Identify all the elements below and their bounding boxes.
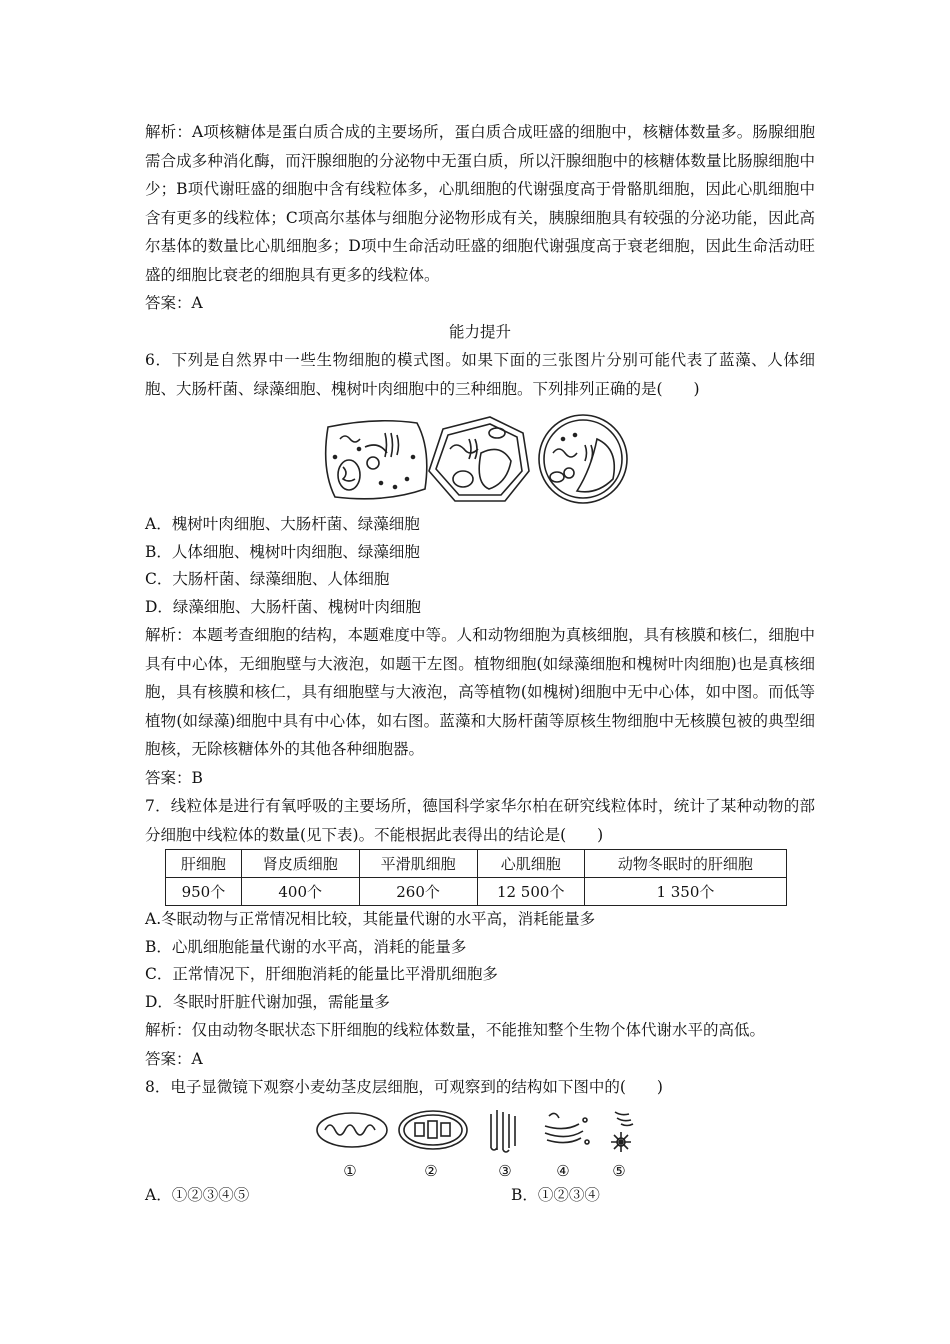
table-header-cell: 肾皮质细胞 <box>241 850 359 878</box>
cell-diagrams-figure <box>145 409 815 509</box>
analysis-q6: 解析：本题考查细胞的结构，本题难度中等。人和动物细胞为真核细胞，具有核膜和核仁，细胞中具有中心体，无细胞壁与大液泡，如题干左图。植物细胞(如绿藻细胞和槐树叶肉细胞)也是真核细胞，具有核膜和核仁，具有细胞壁与大液泡，高等植物(如槐树)细胞中无中心体，如中图。而低等植物(如绿藻)细胞中具有中心体，如右图。蓝藻和大肠杆菌等原核生物细胞中无核膜包被的典型细胞核，无除核糖体外的其他各种细胞器。 <box>145 626 815 758</box>
answer-q7: 答案：A <box>145 1049 203 1068</box>
table-header-cell: 肝细胞 <box>166 850 242 878</box>
q6-option-d: D．绿藻细胞、大肠杆菌、槐树叶肉细胞 <box>145 597 421 616</box>
label-2: ② <box>424 1161 438 1180</box>
question-6: 6．下列是自然界中一些生物细胞的模式图。如果下面的三张图片分别可能代表了蓝藻、人体细胞、大肠杆菌、绿藻细胞、槐树叶肉细胞中的三种细胞。下列排列正确的是( ) <box>145 351 815 398</box>
table-cell: 400个 <box>241 878 359 906</box>
analysis-q7: 解析：仅由动物冬眠状态下肝细胞的线粒体数量，不能推知整个生物个体代谢水平的高低。 <box>145 1021 766 1039</box>
golgi-diagram <box>545 1113 589 1144</box>
label-1: ① <box>343 1161 357 1180</box>
q7-option-c: C．正常情况下，肝细胞消耗的能量比平滑肌细胞多 <box>145 965 498 983</box>
table-row <box>166 878 787 906</box>
q7-option-d: D．冬眠时肝脏代谢加强，需能量多 <box>145 992 390 1011</box>
section-title: 能力提升 <box>448 322 511 341</box>
table-cell: 12 500个 <box>477 878 584 906</box>
centrosome-diagram <box>611 1112 633 1152</box>
table-cell: 950个 <box>166 878 242 906</box>
table-cell: 260个 <box>359 878 477 906</box>
q8-option-a: A．①②③④⑤ <box>145 1185 250 1204</box>
answer-q6: 答案：B <box>145 768 203 787</box>
table-cell: 1 350个 <box>584 878 786 906</box>
plant-cell-diagram <box>429 417 529 501</box>
chloroplast-diagram <box>399 1111 467 1149</box>
q6-option-c: C．大肠杆菌、绿藻细胞、人体细胞 <box>145 570 390 588</box>
table-header-row <box>166 850 787 878</box>
mitochondria-table <box>165 849 787 906</box>
animal-cell-diagram <box>326 421 427 499</box>
endoplasmic-reticulum-diagram <box>491 1110 515 1152</box>
label-5: ⑤ <box>612 1161 626 1180</box>
q7-option-a: A.冬眠动物与正常情况相比较，其能量代谢的水平高，消耗能量多 <box>145 910 596 928</box>
label-3: ③ <box>498 1161 512 1180</box>
table-header-cell: 心肌细胞 <box>477 850 584 878</box>
label-4: ④ <box>556 1161 570 1180</box>
organelles-figure <box>145 1106 815 1182</box>
alga-cell-diagram <box>539 415 627 503</box>
q6-option-a: A．槐树叶肉细胞、大肠杆菌、绿藻细胞 <box>145 515 420 533</box>
q8-options-row <box>145 1182 815 1210</box>
question-8: 8．电子显微镜下观察小麦幼茎皮层细胞，可观察到的结构如下图中的( ) <box>145 1078 663 1096</box>
analysis-q5: 解析：A项核糖体是蛋白质合成的主要场所，蛋白质合成旺盛的细胞中，核糖体数量多。肠腺细胞需合成多种消化酶，而汗腺细胞的分泌物中无蛋白质，所以汗腺细胞中的核糖体数量比肠腺细胞中少；B项代谢旺盛的细胞中含有线粒体多，心肌细胞的代谢强度高于骨骼肌细胞，因此心肌细胞中含有更多的线粒体；C项高尔基体与细胞分泌物形成有关，胰腺细胞具有较强的分泌功能，因此高尔基体的数量比心肌细胞多；D项中生命活动旺盛的细胞代谢强度高于衰老细胞，因此生命活动旺盛的细胞比衰老的细胞具有更多的线粒体。 <box>145 123 815 284</box>
document-page <box>145 118 815 1209</box>
q6-option-b: B．人体细胞、槐树叶肉细胞、绿藻细胞 <box>145 542 420 561</box>
q8-option-b: B．①②③④ <box>511 1185 600 1204</box>
q7-option-b: B．心肌细胞能量代谢的水平高，消耗的能量多 <box>145 937 467 956</box>
table-header-cell: 平滑肌细胞 <box>359 850 477 878</box>
mitochondrion-diagram <box>317 1113 387 1147</box>
question-7: 7．线粒体是进行有氧呼吸的主要场所，德国科学家华尔柏在研究线粒体时，统计了某种动物的部分细胞中线粒体的数量(见下表)。不能根据此表得出的结论是( ) <box>145 797 815 844</box>
answer-q5: 答案：A <box>145 294 203 312</box>
table-header-cell: 动物冬眠时的肝细胞 <box>584 850 786 878</box>
